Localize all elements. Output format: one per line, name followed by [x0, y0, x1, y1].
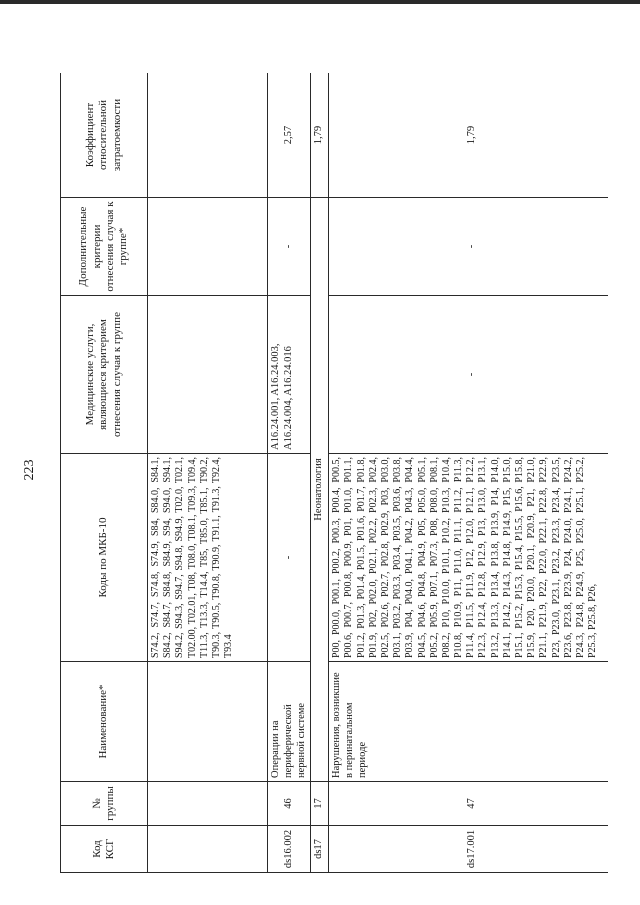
cell-coef: 2,57: [268, 73, 311, 198]
cell-kst: ds17.001: [329, 826, 608, 873]
cell-name: Операции на периферической нервной системе: [268, 662, 311, 782]
cell-name: Нарушения, возникшие в перинатальном периоде: [329, 662, 608, 782]
cell-services: -: [329, 296, 608, 454]
header-kst: Код КСГ: [61, 826, 148, 873]
header-criteria: Дополнительные критерии отнесения случая к группе*: [61, 198, 148, 296]
section-title: Неонатология: [311, 198, 329, 782]
rotated-table-wrapper: [60, 73, 608, 873]
cell-icd: S74.2, S74.7, S74.8, S74.9, S84, S84.0, S84.1, S84.2, S84.7, S84.8, S84.9, S94, S94.0, S94.1, S94.2, S94.3, S94.7, S94.8, S94.9, T02.0, T02.1, T02.00, T02.01, T08, T08.0, T08.1, T09.3, T09.4, T11.3, T13.3, T14.4, T85, T85.0, T85.1, T90.2, T90.3, T90.5, T90.8, T90.9, T91.1, T91.3, T92.4, T93.4: [148, 454, 268, 662]
cell-services: [148, 296, 268, 454]
cell-kst: [148, 826, 268, 873]
header-services: Медицинские услуги, являющиеся критерием отнесения случая к группе: [61, 296, 148, 454]
top-edge-line: [0, 0, 640, 4]
cell-icd: P00, P00.0, P00.1, P00.2, P00.3, P00.4, P00.5, P00.6, P00.7, P00.8, P00.9, P01, P01.0, P01.1, P01.2, P01.3, P01.4, P01.5, P01.6, P01.7, P01.8, P01.9, P02, P02.0, P02.1, P02.2, P02.3, P02.4, P02.5, P02.6, P02.7, P02.8, P02.9, P03, P03.0, P03.1, P03.2, P03.3, P03.4, P03.5, P03.6, P03.8, P03.9, P04, P04.0, P04.1, P04.2, P04.3, P04.4, P04.5, P04.6, P04.8, P04.9, P05, P05.0, P05.1, P05.2, P05.9, P07.1, P07.3, P08, P08.0, P08.1, P08.2, P10, P10.0, P10.1, P10.2, P10.3, P10.4, P10.8, P10.9, P11, P11.0, P11.1, P11.2, P11.3, P11.4, P11.5, P11.9, P12, P12.0, P12.1, P12.2, P12.3, P12.4, P12.8, P12.9, P13, P13.0, P13.1, P13.2, P13.3, P13.4, P13.8, P13.9, P14, P14.0, P14.1, P14.2, P14.3, P14.8, P14.9, P15, P15.0, P15.1, P15.2, P15.3, P15.4, P15.5, P15.6, P15.8, P15.9, P20, P20.0, P20.1, P20.9, P21, P21.0, P21.1, P21.9, P22, P22.0, P22.1, P22.8, P22.9, P23, P23.0, P23.1, P23.2, P23.3, P23.4, P23.5, P23.6, P23.8, P23.9, P24, P24.0, P24.1, P24.2, P24.3, P24.8, P24.9, P25, P25.0, P25.1, P25.2, P25.3, P25.8, P26,: [329, 454, 608, 662]
header-name: Наименование*: [61, 662, 148, 782]
cell-kst: ds16.002: [268, 826, 311, 873]
cell-name: [148, 662, 268, 782]
cell-group: 47: [329, 782, 608, 826]
ksg-table: [60, 73, 608, 873]
header-icd: Коды по МКБ-10: [61, 454, 148, 662]
header-group: № группы: [61, 782, 148, 826]
page-number: 223: [22, 459, 37, 481]
header-coef: Коэффициент относительной затратоемкости: [61, 73, 148, 198]
cell-services: A16.24.001, A16.24.003, A16.24.004, A16.24.016: [268, 296, 311, 454]
header-row: [61, 73, 148, 873]
cell-group: 17: [311, 782, 329, 826]
cell-icd: -: [268, 454, 311, 662]
cell-criteria: [148, 198, 268, 296]
cell-criteria: -: [329, 198, 608, 296]
table-row: [148, 73, 268, 873]
cell-group: 46: [268, 782, 311, 826]
cell-kst: ds17: [311, 826, 329, 873]
cell-coef: 1,79: [329, 73, 608, 198]
cell-coef: 1,79: [311, 73, 329, 198]
cell-criteria: -: [268, 198, 311, 296]
cell-group: [148, 782, 268, 826]
scanned-page: [60, 73, 608, 873]
section-row: [311, 73, 329, 873]
table-row: [329, 73, 608, 873]
table-row: [268, 73, 311, 873]
cell-coef: [148, 73, 268, 198]
